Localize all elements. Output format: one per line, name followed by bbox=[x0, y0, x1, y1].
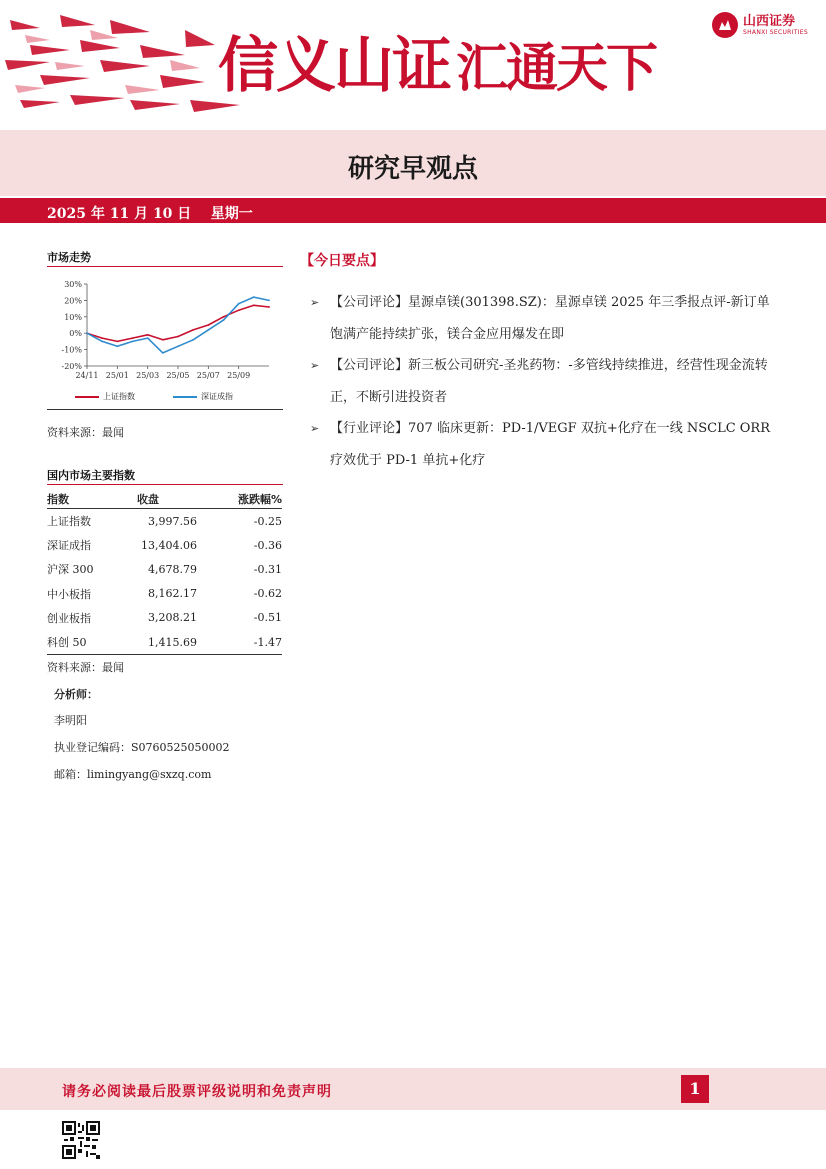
index-change: -0.25 bbox=[253, 514, 282, 528]
analyst-name: 李明阳 bbox=[54, 714, 87, 727]
x-tick-label: 24/11 bbox=[75, 371, 99, 380]
header-banner bbox=[0, 0, 826, 130]
slogan bbox=[218, 18, 656, 104]
data-point bbox=[223, 319, 225, 321]
key-point-text: 【行业评论】707 临床更新：PD-1/VEGF 双抗+化疗在一线 NSCLC ORR 疗效优于 PD-1 单抗+化疗 bbox=[330, 421, 771, 468]
data-point bbox=[132, 341, 134, 343]
data-point bbox=[192, 329, 194, 331]
data-point bbox=[268, 300, 270, 302]
table-header-row bbox=[47, 489, 282, 509]
indices-heading: 国内市场主要指数 bbox=[47, 469, 135, 482]
logo-mark-icon bbox=[712, 12, 738, 38]
slogan-part2: 汇通天下 bbox=[456, 38, 657, 99]
y-tick-label: 0% bbox=[69, 329, 82, 339]
index-change: -0.51 bbox=[253, 611, 282, 625]
y-tick-label: 10% bbox=[64, 312, 82, 322]
index-name: 上证指数 bbox=[47, 515, 91, 529]
disclaimer-link[interactable]: 请务必阅读最后股票评级说明和免责声明 bbox=[62, 1084, 332, 1100]
index-close: 3,208.21 bbox=[148, 611, 197, 625]
index-name: 科创 50 bbox=[47, 630, 137, 655]
data-point bbox=[162, 339, 164, 341]
index-close: 13,404.06 bbox=[141, 538, 197, 552]
y-tick-label: 20% bbox=[64, 296, 82, 306]
legend-label: 上证指数 bbox=[103, 392, 135, 401]
key-point-item[interactable] bbox=[310, 350, 780, 413]
key-points-heading: 【今日要点】 bbox=[300, 253, 384, 269]
divider bbox=[47, 266, 283, 267]
index-change: -0.36 bbox=[253, 538, 282, 552]
legend-swatch bbox=[75, 396, 99, 398]
data-point bbox=[207, 329, 209, 331]
index-name: 沪深 300 bbox=[47, 563, 94, 577]
column-header: 收盘 bbox=[137, 489, 197, 509]
index-change: -0.62 bbox=[253, 587, 282, 601]
data-point bbox=[207, 324, 209, 326]
data-point bbox=[147, 334, 149, 336]
table-row bbox=[47, 509, 282, 534]
table-row bbox=[47, 533, 282, 557]
index-name: 创业板指 bbox=[47, 611, 91, 625]
arrow-bullet-icon: ➢ bbox=[310, 296, 320, 309]
column-header: 涨跌幅% bbox=[197, 489, 282, 509]
index-name: 中小板指 bbox=[47, 587, 91, 601]
index-name: 深证成指 bbox=[47, 539, 91, 553]
analyst-heading: 分析师： bbox=[54, 688, 98, 701]
data-point bbox=[116, 345, 118, 347]
data-point bbox=[101, 341, 103, 343]
divider bbox=[47, 484, 283, 485]
key-point-text: 【公司评论】新三板公司研究-圣兆药物：-多管线持续推进，经营性现金流转正，不断引进投资者 bbox=[330, 358, 768, 405]
data-point bbox=[86, 332, 88, 334]
data-point bbox=[253, 304, 255, 306]
index-close: 4,678.79 bbox=[148, 562, 197, 576]
key-point-item[interactable] bbox=[310, 413, 780, 476]
index-close: 1,415.69 bbox=[137, 630, 197, 655]
x-tick-label: 25/09 bbox=[227, 371, 251, 380]
y-tick-label: -20% bbox=[61, 362, 82, 371]
indices-table bbox=[47, 489, 282, 655]
legend-label: 深证成指 bbox=[201, 392, 233, 401]
index-close: 8,162.17 bbox=[148, 587, 197, 601]
data-point bbox=[238, 303, 240, 305]
table-row bbox=[47, 582, 282, 606]
data-point bbox=[223, 316, 225, 318]
data-point bbox=[177, 345, 179, 347]
company-logo bbox=[712, 12, 808, 38]
data-point bbox=[253, 296, 255, 298]
data-point bbox=[177, 336, 179, 338]
x-tick-label: 25/01 bbox=[105, 371, 129, 380]
index-change: -1.47 bbox=[197, 630, 282, 655]
data-point bbox=[268, 306, 270, 308]
key-point-text: 【公司评论】星源卓镁(301398.SZ)：星源卓镁 2025 年三季报点评-新订单饱满产能持续扩张，镁合金应用爆发在即 bbox=[330, 295, 770, 342]
column-header: 指数 bbox=[47, 489, 137, 509]
legend-item-szse bbox=[173, 391, 233, 402]
legend-swatch bbox=[173, 396, 197, 398]
logo-name-en: SHANXI SECURITIES bbox=[743, 28, 808, 36]
index-change: -0.31 bbox=[253, 562, 282, 576]
data-point bbox=[116, 341, 118, 343]
page-title: 研究早观点 bbox=[347, 154, 478, 184]
divider bbox=[47, 409, 283, 410]
data-point bbox=[101, 337, 103, 339]
y-tick-label: -10% bbox=[61, 345, 82, 355]
arrow-bullet-icon: ➢ bbox=[310, 359, 320, 372]
index-close: 3,997.56 bbox=[148, 514, 197, 528]
analyst-email[interactable]: 邮箱：limingyang@sxzq.com bbox=[54, 768, 212, 781]
qr-code-icon bbox=[62, 1121, 100, 1159]
analyst-registration: 执业登记编码：S0760525050002 bbox=[54, 741, 230, 754]
data-point bbox=[147, 337, 149, 339]
table-row bbox=[47, 630, 282, 655]
legend-item-sse bbox=[75, 391, 135, 402]
table-row bbox=[47, 557, 282, 581]
data-point bbox=[192, 339, 194, 341]
table-source: 资料来源：最闻 bbox=[47, 661, 124, 674]
data-point bbox=[132, 337, 134, 339]
market-trend-heading: 市场走势 bbox=[47, 251, 91, 264]
slogan-part1: 信义山证 bbox=[218, 31, 450, 101]
table-row bbox=[47, 606, 282, 630]
x-tick-label: 25/07 bbox=[196, 371, 220, 380]
y-tick-label: 30% bbox=[64, 280, 82, 289]
data-point bbox=[162, 352, 164, 354]
logo-name: 山西证券 bbox=[743, 13, 796, 29]
page-number: 1 bbox=[681, 1075, 709, 1103]
x-tick-label: 25/03 bbox=[136, 371, 160, 380]
key-point-item[interactable] bbox=[310, 287, 780, 350]
market-trend-chart bbox=[47, 278, 283, 386]
arrow-bullet-icon: ➢ bbox=[310, 422, 320, 435]
x-tick-label: 25/05 bbox=[166, 371, 190, 380]
data-point bbox=[238, 309, 240, 311]
series-line-szse bbox=[87, 297, 269, 353]
report-date: 2025 年 11 月 10 日 星期一 bbox=[47, 206, 253, 222]
chart-source: 资料来源：最闻 bbox=[47, 426, 124, 439]
